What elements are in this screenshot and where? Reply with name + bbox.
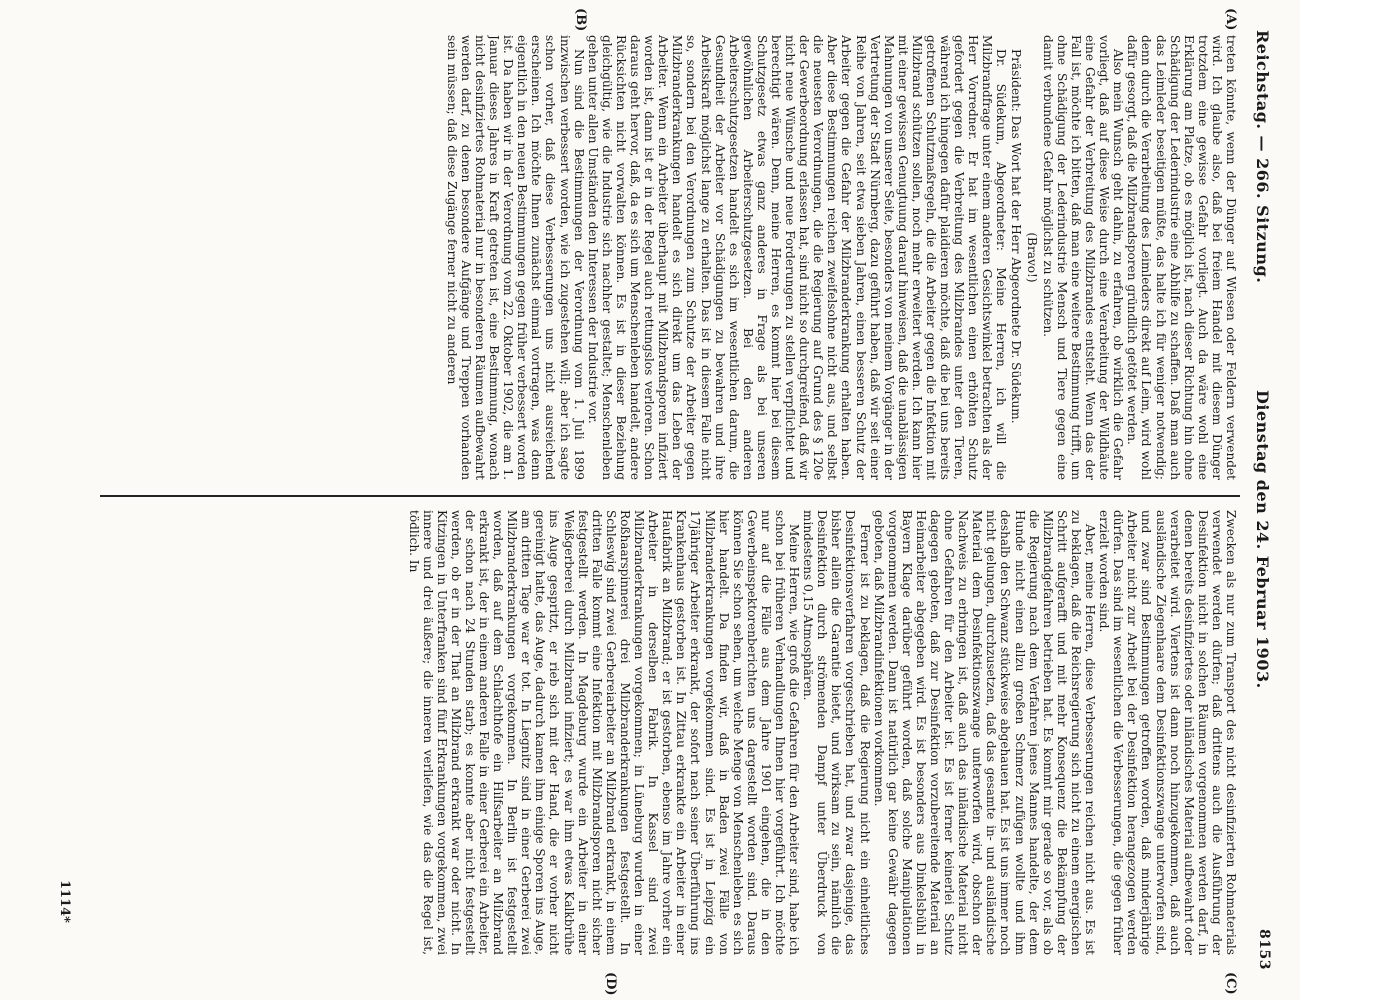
paragraph: Zwecken als nur zum Transport des nicht desinfizierten Rohmaterials verwendet werden dürfen; daß drittens auch die Ausführung der Desinfektion nicht in solchen Räumen vorgenommen werden darf, in denen bereits desinfiziertes oder inländisches Material aufbewahrt oder verarbeitet wird. Viertens ist dann noch hinzugekommen, daß auch ausländische Ziegenhaare dem Desinfektionszwange unterworfen sind, und zwar sind Bestimmungen getroffen worden, daß minderjährige Arbeiter nicht zur Arbeit bei der Desinfektion herangezogen werden dürfen. Das sind im wesentlichen die Verbesserungen, die gegen früher erzielt worden sind. — [1097, 510, 1238, 955]
column-divider — [100, 495, 1240, 497]
paragraph: treten könnte, wenn der Dünger auf Wiesen oder Feldern verwendet wird. Ich glaube also, daß bei freiem Handel mit diesem Dünger trotzdem eine gewisse Gefahr vorliegt. Auch da wäre wohl eine Erklärung am Platze, ob es möglich ist, nach dieser Richtung hin ohne Schädigung der Lederindustrie eine Abhilfe zu schaffen. Daß man auch das Leimleder beseitigen müßte, das halte ich für weniger notwendig; denn durch die Verarbeitung des Leimleders direkt auf Leim, wird wohl dafür gesorgt, daß die Milzbrandsporen gründlich getötet werden. — [1125, 35, 1238, 480]
footer-page-number: 1114* — [57, 880, 72, 923]
header-date: Dienstag den 24. Februar 1903. — [1253, 390, 1272, 689]
paragraph-speech: Dr. Südekum, Abgeordneter: Meine Herren, ich will die Milzbrandfrage unter einem anderen Gesichtswinkel betrachten als der Herr Vorredner. Er hat im wesentlichen einen erhöhten Schutz gefordert gegen die Verbreitung des Milzbrandes unter den Tieren, während ich hingegen dafür plaidieren möchte, daß die bei uns bereits getroffenen Schutzmaßregeln, die die Arbeiter gegen die Infektion mit Milzbrand schützen sollen, noch mehr erweitert werden. Ich kann hier mit einer gewissen Genugtuung darauf hinweisen, daß die unablässigen Mahnungen von unserer Seite, besonders von meinem Vorgänger in der Vertretung der Stadt Nürnberg, dazu geführt haben, daß wir seit einer Reihe von Jahren, seit etwa sieben Jahren, einen besseren Schutz der Arbeiter gegen die Gefahr der Milzbranderkrankung erhalten haben. Aber diese Bestimmungen reichen zweifelsohne nicht aus, und selbst die neuesten Verordnungen, die die Regierung auf Grund des § 120e der Gewerbeordnung erlassen hat, sind nicht so durchgreifend, daß wir nicht neue Wünsche und neue Forderungen zu stellen verpflichtet und berechtigt wären. Denn, meine Herren, es kommt hier bei diesem Schutzgesetz etwas ganz anderes in Frage als bei unseren gewöhnlichen Arbeiterschutzgesetzen. Bei den anderen Arbeiterschutzgesetzen handelt es sich im wesentlichen darum, die Gesundheit der Arbeiter vor Schädigungen zu bewahren und ihre Arbeitskraft möglichst lange zu erhalten. Das ist in diesem Falle nicht so, sondern bei den Verordnungen zum Schutze der Arbeiter gegen Milzbranderkrankungen handelt es sich direkt um das Leben der Arbeiter. Wenn ein Arbeiter überhaupt mit Milzbrandsporen infiziert worden ist, dann ist er in der Regel auch rettungslos verloren. Schon daraus geht hervor, daß, da es sich um Menschenleben handelt, andere Rücksichten nicht vorwalten können. Es ist in dieser Beziehung gleichgültig, wie die Industrie sich nachher gestaltet; Menschenleben gehen unter allen Umständen den Interessen der Industrie vor. — [585, 35, 1009, 480]
paragraph: Nun sind die Bestimmungen der Verordnung vom 1. Juli 1899 inzwischen verbessert worden, wie ich zugestehen will; aber ich sagte schon vorher, daß diese Verbesserungen uns nicht ausreichend erscheinen. Ich möchte Ihnen zunächst einmal vortragen, was denn eigentlich in den neuen Bestimmungen gegen früher verbessert worden ist. Da haben wir in der Verordnung vom 22. Oktober 1902, die am 1. Januar dieses Jahres in Kraft getreten ist, eine Bestimmung, wonach nicht desinfiziertes Rohmaterial nur in besonderen Räumen aufbewahrt werden darf, zu denen besondere Aufgänge und Treppen vorhanden sein müssen; daß diese Zugänge ferner nicht zu anderen — [444, 35, 586, 480]
paragraph: Also mein Wunsch geht dahin, zu erfahren, ob wirklich die Gefahr vorliegt, daß auf diese Weise durch eine Verarbeitung der Wildhäute eine Gefahr der Verbreitung des Milzbrandes entsteht. Wenn das der Fall ist, möchte ich bitten, daß man eine weitere Bestimmung trifft, um ohne Schädigung der Lederindustrie Mensch und Tiere gegen eine damit verbundene Gefahr möglichst zu schützen. — [1040, 35, 1126, 480]
paragraph-president: Präsident: Das Wort hat der Herr Abgeordnete Dr. Südekum. — [1008, 49, 1023, 424]
paragraph: Meine Herren, wie groß die Gefahren für den Arbeiter sind, habe ich schon bei früheren Verhandlungen Ihnen hier vorgeführt. Ich möchte nur auf die Fälle aus dem Jahre 1901 eingehen, die in den Gewerbeinspektorenberichten uns dargestellt worden sind. Daraus können Sie schon sehen, um welche Menge von Menschenleben es sich hier handelt. Da finden wir, daß in Baden zwei Fälle von Milzbranderkrankungen vorgekommen sind. Es ist in Leipzig ein 17jähriger Arbeiter erkrankt, der sofort nach seiner Überführung ins Krankenhaus gestorben ist. In Zittau erkrankte ein Arbeiter in einer Haufabrik an Milzbrand; er ist gestorben, ebenso im Jahre vorher ein Arbeiter in derselben Fabrik. In Kassel sind zwei Milzbranderkrankungen vorgekommen; in Lüneburg wurden in einer Roßhaarspinnerei drei Milzbranderkrankungen festgestellt. In Schleswig sind zwei Gerbereiarbeiter an Milzbrand erkrankt, in einem dritten Falle kommt eine Infektion mit Milzbrandsporen nicht sicher festgestellt werden. In Magdeburg wurde ein Arbeiter in einer Weißgerberei durch Milzbrand infiziert; es war ihm etwas Kalkbrühe ins Auge gespritzt, er rieb sich mit der Hand, die er vorher nicht gereinigt hatte, das Auge, dadurch kamen ihm einige Sporen ins Auge, am dritten Tage war er tot. In Liegnitz sind in einer Gerberei zwei Milzbranderkrankungen vorgekommen. In Berlin ist festgestellt worden, daß auf dem Schlachthofe ein Hilfsarbeiter an Milzbrand erkrankt ist, der in einem anderen Falle in einer Gerberei ein Arbeiter, der schon nach 24 Stunden starb; es konnte aber nicht festgestellt werden, ob er in der That an Milzbrand erkrankt war oder nicht. In Kitzingen in Unterfranken sind fünf Erkrankungen vorgekommen, zwei innere und drei äußere; die inneren verliefen, wie das die Regel ist, tödlich. In — [406, 510, 802, 955]
page-header — [1248, 30, 1278, 970]
right-column — [88, 510, 1238, 955]
margin-mark-a: (A) — [1223, 8, 1238, 31]
header-page-number: 8153 — [1256, 929, 1272, 970]
paragraph: Aber, meine Herren, diese Verbesserungen reichen nicht aus. Es ist zu beklagen, daß die Reichsregierung sich nicht zu einem energischen Schritt aufgerafft und mit mehr Konsequenz die Bekämpfung der Milzbrandgefahren betrieben hat. Es kommt mir gerade so vor, als ob die Regierung nach dem Verfahren jenes Mannes handelte, der dem Hunde nicht einen allzu großen Schmerz zufügen wollte und ihm deshalb den Schwanz stückweise abgehauen hat. Es ist uns immer noch nicht gelungen, durchzusetzen, daß das gesamte in- und ausländische Material dem Desinfektionszwange unterworfen wird, obschon der Nachweis zu erbringen ist, daß auch das inländische Material nicht ohne Gefahren für den Arbeiter ist. Es ist ferner keinerlei Schutz dagegen geboten, daß zur Desinfektion vorzubereitende Material an Heimarbeiter abgegeben wird. Es ist besonders aus Dinkelsbühl in Bayern Klage darüber geführt worden, daß solche Manipulationen vorgenommen werden. Dann ist natürlich gar keine Gewähr dagegen geboten, daß Milzbrandinfektionen vorkommen. — [871, 510, 1098, 955]
applause-note: (Bravo!) — [1024, 232, 1039, 283]
margin-mark-c: (C) — [1223, 972, 1238, 995]
margin-mark-b: (B) — [573, 8, 588, 32]
header-session: Reichstag. — 266. Sitzung. — [1253, 30, 1272, 284]
margin-mark-d: (D) — [603, 972, 618, 996]
left-column — [88, 35, 1238, 480]
paragraph: Ferner ist zu beklagen, daß die Regierung nicht ein einheitliches Desinfektionsverfahren vorgeschrieben hat, und zwar dasjenige, das bisher allein die Garantie bietet, und wirksam zu sein, nämlich die Desinfektion durch strömenden Dampf unter Überdruck von mindestens 0,15 Atmosphären. — [801, 510, 872, 955]
